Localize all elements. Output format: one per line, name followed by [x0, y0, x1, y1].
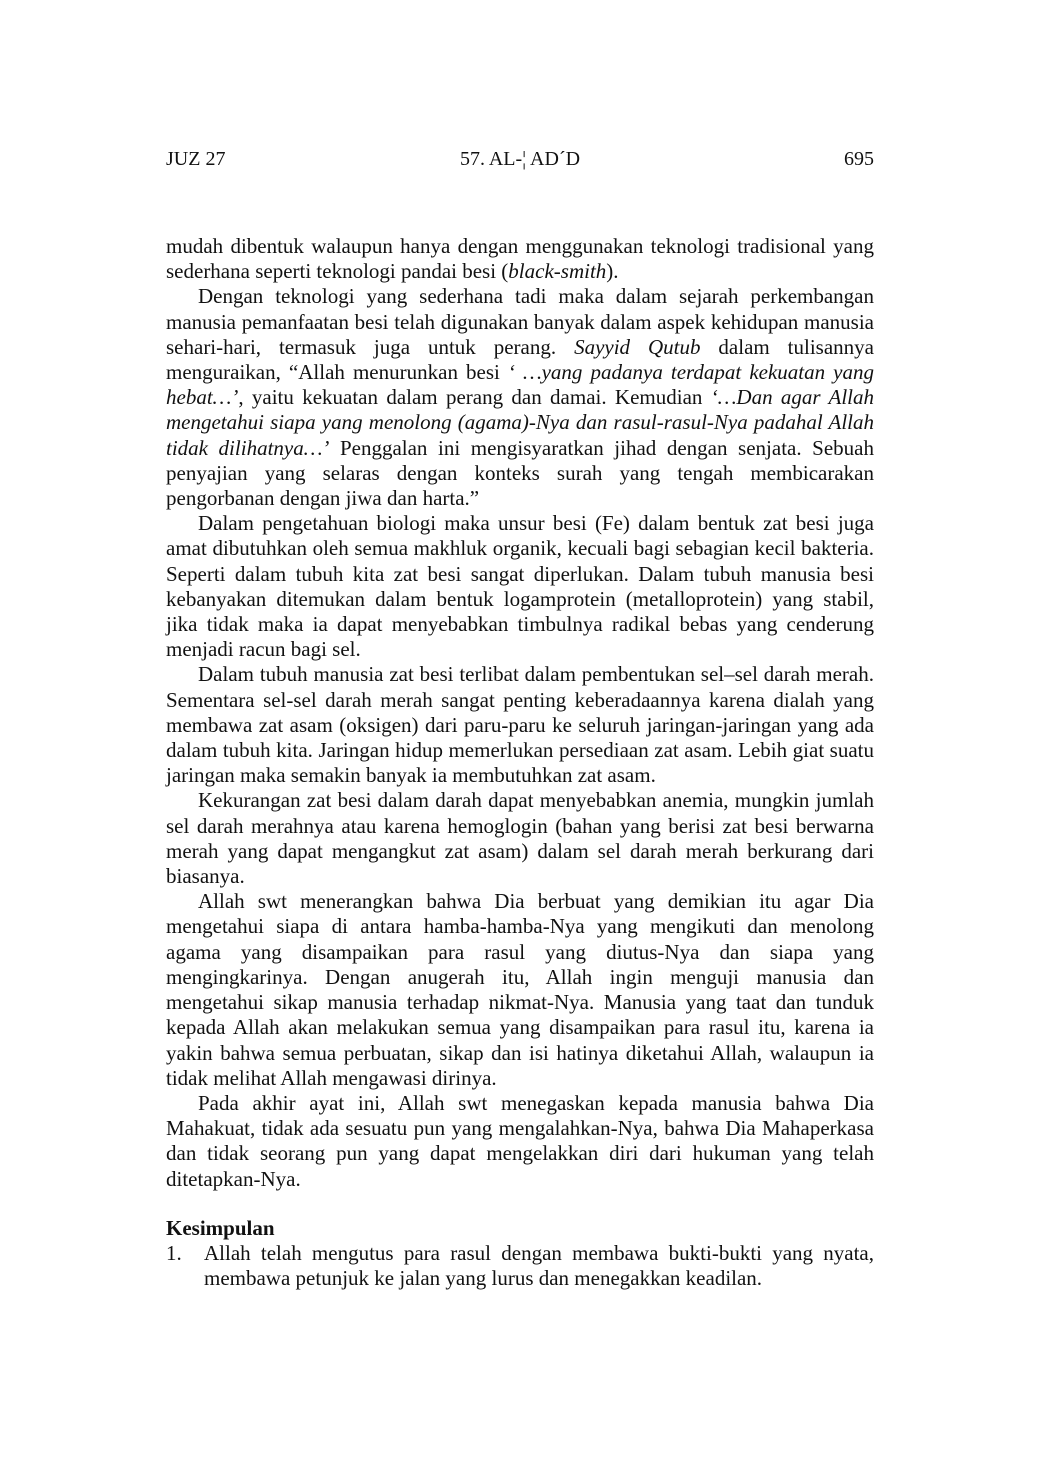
list-item	[166, 1241, 874, 1291]
list-item-number: 1.	[166, 1240, 182, 1265]
paragraph-5: Kekurangan zat besi dalam darah dapat menyebabkan anemia, mungkin jumlah sel darah merahnya atau karena hemoglogin (bahan yang berisi zat besi berwarna merah yang dapat mengangkut zat asam) dalam sel darah merah berkurang dari biasanya.	[166, 788, 874, 889]
paragraph-4: Dalam tubuh manusia zat besi terlibat dalam pembentukan sel–sel darah merah. Sementara sel-sel darah merah sangat penting keberadaannya karena dialah yang membawa zat asam (oksigen) dari paru-paru ke seluruh jaringan-jaringan yang ada dalam tubuh kita. Jaringan hidup memerlukan persediaan zat asam. Lebih giat suatu jaringan maka semakin banyak ia membutuhkan zat asam.	[166, 662, 874, 788]
paragraph-6: Allah swt menerangkan bahwa Dia berbuat yang demikian itu agar Dia mengetahui siapa di antara hamba-hamba-Nya yang mengikuti dan menolong agama yang disampaikan para rasul yang diutus-Nya dan siapa yang mengingkarinya. Dengan anugerah itu, Allah ingin menguji manusia dan mengetahui sikap manusia terhadap nikmat-Nya. Manusia yang taat dan tunduk kepada Allah akan melakukan semua yang disampaikan para rasul itu, karena ia yakin bahwa semua perbuatan, sikap dan isi hatinya diketahui Allah, walaupun ia tidak melihat Allah mengawasi dirinya.	[166, 889, 874, 1090]
paragraph-2: Dengan teknologi yang sederhana tadi maka dalam sejarah perkembangan manusia pemanfaatan besi telah digunakan banyak dalam aspek kehidupan manusia sehari-hari, termasuk juga untuk perang. Sayyid Qutub dalam tulisannya menguraikan, “Allah menurunkan besi ‘ …yang padanya terdapat kekuatan yang hebat…’, yaitu kekuatan dalam perang dan damai. Kemudian ‘…Dan agar Allah mengetahui siapa yang menolong (agama)-Nya dan rasul-rasul-Nya padahal Allah tidak dilihatnya…’ Penggalan ini mengisyaratkan jihad dengan senjata. Sebuah penyajian yang selaras dengan konteks surah yang tengah membicarakan pengorbanan dengan jiwa dan harta.”	[166, 284, 874, 511]
paragraph-7: Pada akhir ayat ini, Allah swt menegaskan kepada manusia bahwa Dia Mahakuat, tidak ada sesuatu pun yang mengalahkan-Nya, bahwa Dia Mahaperkasa dan tidak seorang pun yang dapat mengelakkan diri dari hukuman yang telah ditetapkan-Nya.	[166, 1090, 874, 1191]
list-item-text: Allah telah mengutus para rasul dengan membawa bukti-bukti yang nyata, membawa petunjuk ke jalan yang lurus dan menegakkan keadilan.	[204, 1240, 874, 1291]
page-number: 695	[844, 148, 874, 170]
juz-label: JUZ 27	[166, 148, 226, 170]
section-heading: Kesimpulan	[166, 1215, 275, 1240]
body-text	[166, 234, 874, 1291]
surah-title: 57. AL-¦ AD´D	[459, 148, 581, 170]
page-header	[166, 146, 874, 174]
paragraph-1: mudah dibentuk walaupun hanya dengan menggunakan teknologi tradisional yang sederhana seperti teknologi pandai besi (black-smith).	[166, 234, 874, 284]
paragraph-3: Dalam pengetahuan biologi maka unsur besi (Fe) dalam bentuk zat besi juga amat dibutuhkan oleh semua makhluk organik, kecuali bagi sebagian kecil bakteria. Seperti dalam tubuh kita zat besi sangat diperlukan. Dalam tubuh manusia besi kebanyakan ditemukan dalam bentuk logamprotein (metalloprotein) yang stabil, jika tidak maka ia dapat menyebabkan timbulnya radikal bebas yang cenderung menjadi racun bagi sel.	[166, 511, 874, 662]
